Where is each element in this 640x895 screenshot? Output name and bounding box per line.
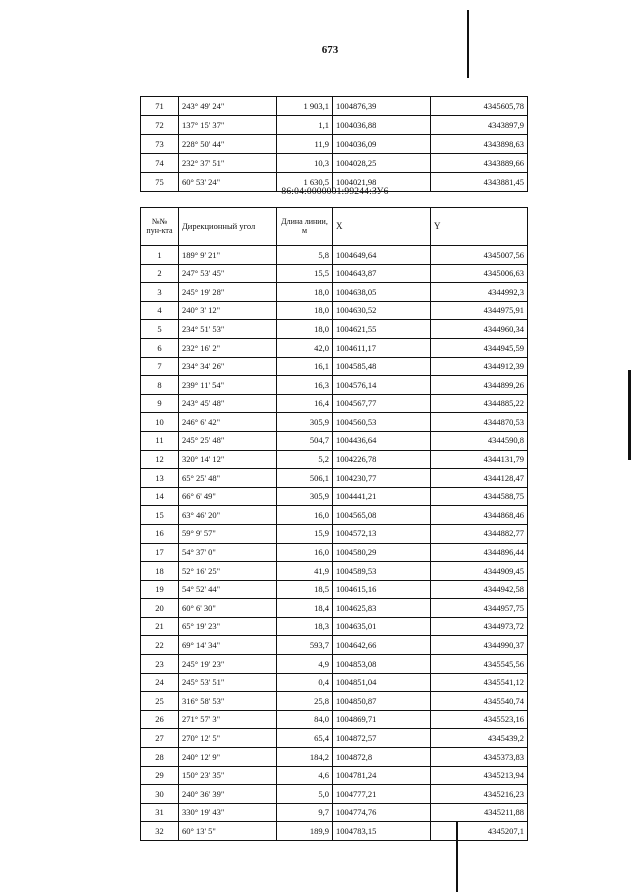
cell-line-length: 18,0	[277, 301, 333, 320]
cell-direction-angle: 60° 13' 5"	[179, 822, 277, 841]
cell-x: 1004630,52	[333, 301, 431, 320]
cell-y: 4344590,8	[431, 431, 528, 450]
cell-line-length: 16,1	[277, 357, 333, 376]
cell-x: 1004850,87	[333, 692, 431, 711]
cell-line-length: 10,3	[277, 154, 333, 173]
table-row	[141, 617, 528, 636]
cell-x: 1004028,25	[333, 154, 431, 173]
page-number: 673	[321, 44, 339, 56]
cell-x: 1004649,64	[333, 246, 431, 265]
cell-direction-angle: 271° 57' 3"	[179, 710, 277, 729]
cell-x: 1004036,88	[333, 116, 431, 135]
table-row	[141, 135, 528, 154]
table-row	[141, 469, 528, 488]
cell-x: 1004589,53	[333, 562, 431, 581]
cell-direction-angle: 320° 14' 12"	[179, 450, 277, 469]
table-row	[141, 154, 528, 173]
cell-point-number: 11	[141, 431, 179, 450]
cell-x: 1004576,14	[333, 376, 431, 395]
cell-x: 1004777,21	[333, 785, 431, 804]
cell-y: 4344912,39	[431, 357, 528, 376]
cell-line-length: 5,8	[277, 246, 333, 265]
cell-x: 1004585,48	[333, 357, 431, 376]
cell-point-number: 30	[141, 785, 179, 804]
cell-direction-angle: 228° 50' 44"	[179, 135, 277, 154]
cell-direction-angle: 240° 12' 9"	[179, 748, 277, 767]
cell-direction-angle: 245° 25' 48"	[179, 431, 277, 450]
cell-x: 1004638,05	[333, 283, 431, 302]
coordinates-table-continued-body	[141, 97, 528, 192]
cell-x: 1004021,98	[333, 173, 431, 192]
cell-direction-angle: 270° 12' 5"	[179, 729, 277, 748]
cell-point-number: 73	[141, 135, 179, 154]
cell-point-number: 8	[141, 376, 179, 395]
cell-x: 1004436,64	[333, 431, 431, 450]
cell-x: 1004781,24	[333, 766, 431, 785]
table-row	[141, 803, 528, 822]
table-header-row	[141, 208, 528, 246]
table-row	[141, 562, 528, 581]
cell-line-length: 506,1	[277, 469, 333, 488]
cell-line-length: 305,9	[277, 413, 333, 432]
coordinates-table-continued	[140, 96, 528, 192]
cell-direction-angle: 245° 19' 28"	[179, 283, 277, 302]
cell-direction-angle: 245° 19' 23"	[179, 655, 277, 674]
cell-direction-angle: 60° 6' 30"	[179, 599, 277, 618]
cell-line-length: 84,0	[277, 710, 333, 729]
table-row	[141, 673, 528, 692]
cell-point-number: 22	[141, 636, 179, 655]
table-row	[141, 338, 528, 357]
cell-y: 4344128,47	[431, 469, 528, 488]
cell-direction-angle: 246° 6' 42"	[179, 413, 277, 432]
cell-x: 1004226,78	[333, 450, 431, 469]
table-row	[141, 506, 528, 525]
cell-direction-angle: 150° 23' 35"	[179, 766, 277, 785]
cell-direction-angle: 245° 53' 51"	[179, 673, 277, 692]
cell-y: 4344973,72	[431, 617, 528, 636]
cell-y: 4345545,56	[431, 655, 528, 674]
cell-y: 4344882,77	[431, 524, 528, 543]
table-row	[141, 97, 528, 116]
cell-x: 1004036,09	[333, 135, 431, 154]
cell-y: 4344960,34	[431, 320, 528, 339]
table-row	[141, 655, 528, 674]
cell-line-length: 25,8	[277, 692, 333, 711]
cell-y: 4345216,23	[431, 785, 528, 804]
cell-direction-angle: 54° 37' 0"	[179, 543, 277, 562]
cell-line-length: 1,1	[277, 116, 333, 135]
cell-line-length: 18,0	[277, 320, 333, 339]
cell-point-number: 9	[141, 394, 179, 413]
cell-point-number: 32	[141, 822, 179, 841]
header-line-length: Длина линии, м	[277, 208, 333, 246]
table-row	[141, 580, 528, 599]
cell-x: 1004621,55	[333, 320, 431, 339]
cell-point-number: 15	[141, 506, 179, 525]
table-row	[141, 413, 528, 432]
header-y: Y	[431, 208, 528, 246]
cell-line-length: 18,4	[277, 599, 333, 618]
cell-line-length: 18,3	[277, 617, 333, 636]
coordinates-table	[140, 207, 528, 841]
cell-y: 4344942,58	[431, 580, 528, 599]
table-row	[141, 431, 528, 450]
cell-line-length: 5,2	[277, 450, 333, 469]
cell-x: 1004635,01	[333, 617, 431, 636]
cell-point-number: 23	[141, 655, 179, 674]
cell-point-number: 19	[141, 580, 179, 599]
table-row	[141, 320, 528, 339]
cell-point-number: 71	[141, 97, 179, 116]
cell-y: 4344899,26	[431, 376, 528, 395]
cell-point-number: 24	[141, 673, 179, 692]
table-row	[141, 822, 528, 841]
cell-direction-angle: 232° 37' 51"	[179, 154, 277, 173]
cell-y: 4345523,16	[431, 710, 528, 729]
table-row	[141, 729, 528, 748]
cell-x: 1004560,53	[333, 413, 431, 432]
cell-point-number: 75	[141, 173, 179, 192]
table-row	[141, 246, 528, 265]
cell-direction-angle: 69° 14' 34"	[179, 636, 277, 655]
cell-line-length: 0,4	[277, 673, 333, 692]
cell-point-number: 12	[141, 450, 179, 469]
cell-y: 4344992,3	[431, 283, 528, 302]
table-row	[141, 766, 528, 785]
cell-point-number: 5	[141, 320, 179, 339]
cell-x: 1004642,66	[333, 636, 431, 655]
cell-y: 4345439,2	[431, 729, 528, 748]
cell-y: 4345213,94	[431, 766, 528, 785]
cell-y: 4344868,46	[431, 506, 528, 525]
cell-y: 4343889,66	[431, 154, 528, 173]
cell-line-length: 1 630,5	[277, 173, 333, 192]
table-row	[141, 487, 528, 506]
cell-line-length: 504,7	[277, 431, 333, 450]
cell-point-number: 74	[141, 154, 179, 173]
cell-direction-angle: 189° 9' 21"	[179, 246, 277, 265]
cell-direction-angle: 137° 15' 37"	[179, 116, 277, 135]
cell-y: 4344975,91	[431, 301, 528, 320]
cell-y: 4345207,1	[431, 822, 528, 841]
cadastral-number: 86:04:0000001:99244:ЗУ6	[281, 187, 389, 197]
cell-line-length: 16,4	[277, 394, 333, 413]
cell-point-number: 3	[141, 283, 179, 302]
cell-direction-angle: 240° 36' 39"	[179, 785, 277, 804]
cell-point-number: 27	[141, 729, 179, 748]
table-row	[141, 748, 528, 767]
cell-line-length: 15,5	[277, 264, 333, 283]
cell-x: 1004872,8	[333, 748, 431, 767]
cell-line-length: 18,5	[277, 580, 333, 599]
cell-direction-angle: 247° 53' 45"	[179, 264, 277, 283]
cell-y: 4345007,56	[431, 246, 528, 265]
cell-x: 1004643,87	[333, 264, 431, 283]
cell-point-number: 7	[141, 357, 179, 376]
cell-x: 1004851,04	[333, 673, 431, 692]
cell-x: 1004611,17	[333, 338, 431, 357]
cell-point-number: 25	[141, 692, 179, 711]
cell-direction-angle: 59° 9' 57"	[179, 524, 277, 543]
scan-artifact-side	[628, 370, 631, 460]
cell-direction-angle: 66° 6' 49"	[179, 487, 277, 506]
cell-x: 1004230,77	[333, 469, 431, 488]
cell-direction-angle: 330° 19' 43"	[179, 803, 277, 822]
cell-x: 1004615,16	[333, 580, 431, 599]
cell-x: 1004876,39	[333, 97, 431, 116]
cell-line-length: 15,9	[277, 524, 333, 543]
cell-line-length: 65,4	[277, 729, 333, 748]
cell-y: 4344945,59	[431, 338, 528, 357]
table-row	[141, 394, 528, 413]
cell-line-length: 593,7	[277, 636, 333, 655]
cell-point-number: 18	[141, 562, 179, 581]
table-row	[141, 524, 528, 543]
header-direction-angle: Дирекционный угол	[179, 208, 277, 246]
cell-x: 1004567,77	[333, 394, 431, 413]
cell-direction-angle: 52° 16' 25"	[179, 562, 277, 581]
cell-y: 4344990,37	[431, 636, 528, 655]
cell-x: 1004565,08	[333, 506, 431, 525]
table-row	[141, 692, 528, 711]
cell-direction-angle: 54° 52' 44"	[179, 580, 277, 599]
cell-line-length: 9,7	[277, 803, 333, 822]
cell-line-length: 18,0	[277, 283, 333, 302]
cell-x: 1004869,71	[333, 710, 431, 729]
cell-direction-angle: 65° 19' 23"	[179, 617, 277, 636]
cell-y: 4345373,83	[431, 748, 528, 767]
cell-y: 4344588,75	[431, 487, 528, 506]
cell-point-number: 13	[141, 469, 179, 488]
table-row	[141, 301, 528, 320]
cell-y: 4343898,63	[431, 135, 528, 154]
table-row	[141, 710, 528, 729]
cell-point-number: 72	[141, 116, 179, 135]
cell-y: 4344896,44	[431, 543, 528, 562]
cell-point-number: 31	[141, 803, 179, 822]
cell-line-length: 4,9	[277, 655, 333, 674]
cell-line-length: 184,2	[277, 748, 333, 767]
cell-line-length: 4,6	[277, 766, 333, 785]
table-row	[141, 376, 528, 395]
cell-direction-angle: 316° 58' 53"	[179, 692, 277, 711]
cell-point-number: 29	[141, 766, 179, 785]
cell-point-number: 20	[141, 599, 179, 618]
cell-y: 4344131,79	[431, 450, 528, 469]
cell-y: 4345541,12	[431, 673, 528, 692]
cell-direction-angle: 63° 46' 20"	[179, 506, 277, 525]
cell-point-number: 1	[141, 246, 179, 265]
table-row	[141, 543, 528, 562]
cell-line-length: 11,9	[277, 135, 333, 154]
cell-point-number: 14	[141, 487, 179, 506]
cell-point-number: 4	[141, 301, 179, 320]
cell-y: 4345006,63	[431, 264, 528, 283]
cell-y: 4344870,53	[431, 413, 528, 432]
cell-x: 1004572,13	[333, 524, 431, 543]
cell-line-length: 41,9	[277, 562, 333, 581]
cell-line-length: 42,0	[277, 338, 333, 357]
cell-direction-angle: 240° 3' 12"	[179, 301, 277, 320]
scan-artifact-top	[467, 10, 469, 78]
cell-x: 1004441,21	[333, 487, 431, 506]
cell-y: 4345605,78	[431, 97, 528, 116]
table-row	[141, 116, 528, 135]
cell-line-length: 16,0	[277, 506, 333, 525]
cell-y: 4345540,74	[431, 692, 528, 711]
cell-x: 1004580,29	[333, 543, 431, 562]
cell-y: 4344885,22	[431, 394, 528, 413]
cell-direction-angle: 234° 51' 53"	[179, 320, 277, 339]
cell-point-number: 6	[141, 338, 179, 357]
cell-point-number: 16	[141, 524, 179, 543]
cell-point-number: 17	[141, 543, 179, 562]
cell-y: 4343897,9	[431, 116, 528, 135]
table-row	[141, 785, 528, 804]
cell-line-length: 305,9	[277, 487, 333, 506]
cell-y: 4343881,45	[431, 173, 528, 192]
table-row	[141, 599, 528, 618]
cell-x: 1004853,08	[333, 655, 431, 674]
cell-direction-angle: 243° 45' 48"	[179, 394, 277, 413]
cell-x: 1004783,15	[333, 822, 431, 841]
cell-direction-angle: 234° 34' 26"	[179, 357, 277, 376]
table-row	[141, 357, 528, 376]
table-row	[141, 450, 528, 469]
table-row	[141, 283, 528, 302]
cell-direction-angle: 243° 49' 24"	[179, 97, 277, 116]
cell-line-length: 1 903,1	[277, 97, 333, 116]
cell-direction-angle: 232° 16' 2"	[179, 338, 277, 357]
cell-direction-angle: 239° 11' 54"	[179, 376, 277, 395]
cell-x: 1004774,76	[333, 803, 431, 822]
cell-direction-angle: 65° 25' 48"	[179, 469, 277, 488]
cell-x: 1004625,83	[333, 599, 431, 618]
cell-y: 4344909,45	[431, 562, 528, 581]
header-point-number: №№ пун-кта	[141, 208, 179, 246]
cell-line-length: 16,0	[277, 543, 333, 562]
cell-x: 1004872,57	[333, 729, 431, 748]
cell-y: 4344957,75	[431, 599, 528, 618]
cell-point-number: 28	[141, 748, 179, 767]
cell-point-number: 2	[141, 264, 179, 283]
cell-line-length: 16,3	[277, 376, 333, 395]
cell-line-length: 5,0	[277, 785, 333, 804]
header-x: X	[333, 208, 431, 246]
cell-y: 4345211,88	[431, 803, 528, 822]
cell-point-number: 26	[141, 710, 179, 729]
table-row	[141, 636, 528, 655]
cell-point-number: 21	[141, 617, 179, 636]
cell-direction-angle: 60° 53' 24"	[179, 173, 277, 192]
cell-point-number: 10	[141, 413, 179, 432]
coordinates-table-body	[141, 246, 528, 841]
cell-line-length: 189,9	[277, 822, 333, 841]
table-row	[141, 264, 528, 283]
